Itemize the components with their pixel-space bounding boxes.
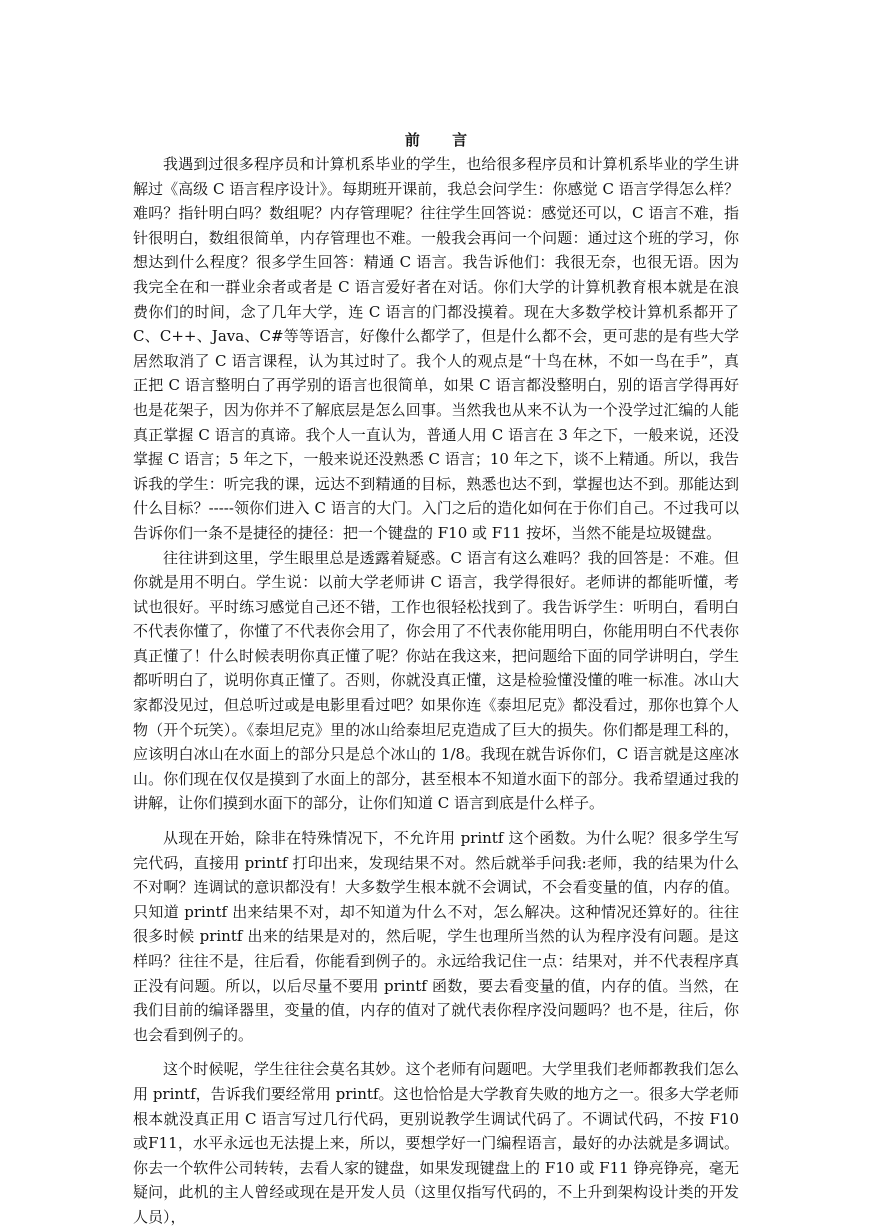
- paragraph-2: 往往讲到这里，学生眼里总是透露着疑惑。C 语言有这么难吗？我的回答是：不难。但你就是用不明白。学生说：以前大学老师讲 C 语言，我学得很好。老师讲的都能听懂，考试也很好。平时练习感觉自己还不错，工作也很轻松找到了。我告诉学生：听明白，看明白不代表你懂了，你懂了不代表你会用了，你会用了不代表你能用明白，你能用明白不代表你真正懂了！什么时候表明你真正懂了呢？你站在我这来，把问题给下面的同学讲明白，学生都听明白了，说明你真正懂了。否则，你就没真正懂，这是检验懂没懂的唯一标准。冰山大家都没见过，但总听过或是电影里看过吧？如果你连《泰坦尼克》都没看过，那你也算个人物（开个玩笑）。《泰坦尼克》里的冰山给泰坦尼克造成了巨大的损失。你们都是理工科的，应该明白冰山在水面上的部分只是总个冰山的 1/8。我现在就告诉你们，C 语言就是这座冰山。你们现在仅仅是摸到了水面上的部分，甚至根本不知道水面下的部分。我希望通过我的讲解，让你们摸到水面下的部分，让你们知道 C 语言到底是什么样子。: [133, 548, 739, 813]
- document-title: 前 言: [404, 131, 481, 149]
- paragraph-1: 我遇到过很多程序员和计算机系毕业的学生，也给很多程序员和计算机系毕业的学生讲解过《高级 C 语言程序设计》。每期班开课前，我总会问学生：你感觉 C 语言学得怎么样？难吗？指针明白吗？数组呢？内存管理呢？往往学生回答说：感觉还可以，C 语言不难，指针很明白，数组很简单，内存管理也不难。一般我会再问一个问题：通过这个班的学习，你想达到什么程度？很多学生回答：精通 C 语言。我告诉他们：我很无奈，也很无语。因为我完全在和一群业余者或者是 C 语言爱好者在对话。你们大学的计算机教育根本就是在浪费你们的时间，念了几年大学，连 C 语言的门都没摸着。现在大多数学校计算机系都开了 C、C++、Java、C#等等语言，好像什么都学了，但是什么都不会，更可悲的是有些大学居然取消了 C 语言课程，认为其过时了。我个人的观点是“十鸟在林，不如一鸟在手”，真正把 C 语言整明白了再学别的语言也很简单，如果 C 语言都没整明白，别的语言学得再好也是花架子，因为你并不了解底层是怎么回事。当然我也从来不认为一个没学过汇编的人能真正掌握 C 语言的真谛。我个人一直认为，普通人用 C 语言在 3 年之下，一般来说，还没掌握 C 语言；5 年之下，一般来说还没熟悉 C 语言；10 年之下，谈不上精通。所以，我告诉我的学生：听完我的课，远达不到精通的目标，熟悉也达不到，掌握也达不到。那能达到什么目标？-----领你们进入 C 语言的大门。入门之后的造化如何在于你们自己。不过我可以告诉你们一条不是捷径的捷径：把一个键盘的 F10 或 F11 按坏，当然不能是垃圾键盘。: [133, 155, 739, 542]
- paragraph-3: 从现在开始，除非在特殊情况下，不允许用 printf 这个函数。为什么呢？很多学生写完代码，直接用 printf 打印出来，发现结果不对。然后就举手问我:老师，我的结果为什么不对啊？连调试的意识都没有！大多数学生根本就不会调试，不会看变量的值，内存的值。只知道 printf 出来结果不对，却不知道为什么不对，怎么解决。这种情况还算好的。往往很多时候 printf 出来的结果是对的，然后呢，学生也理所当然的认为程序没有问题。是这样吗？往往不是，往后看，你能看到例子的。永远给我记住一点：结果对，并不代表程序真正没有问题。所以，以后尽量不要用 printf 函数，要去看变量的值，内存的值。当然，在我们目前的编译器里，变量的值，内存的值对了就代表你程序没问题吗？也不是，往后，你也会看到例子的。: [133, 829, 739, 1044]
- paragraph-4: 这个时候呢，学生往往会莫名其妙。这个老师有问题吧。大学里我们老师都教我们怎么用 printf，告诉我们要经常用 printf。这也恰恰是大学教育失败的地方之一。很多大学老师根本就没真正用 C 语言写过几行代码，更别说教学生调试代码了。不调试代码，不按 F10 或F11，水平永远也无法提上来，所以，要想学好一门编程语言，最好的办法就是多调试。你去一个软件公司转转，去看人家的键盘，如果发现键盘上的 F10 或 F11 铮亮铮亮，毫无疑问，此机的主人曾经或现在是开发人员（这里仅指写代码的，不上升到架构设计类的开发人员），: [133, 1060, 739, 1226]
- document-page: [133, 130, 739, 1230]
